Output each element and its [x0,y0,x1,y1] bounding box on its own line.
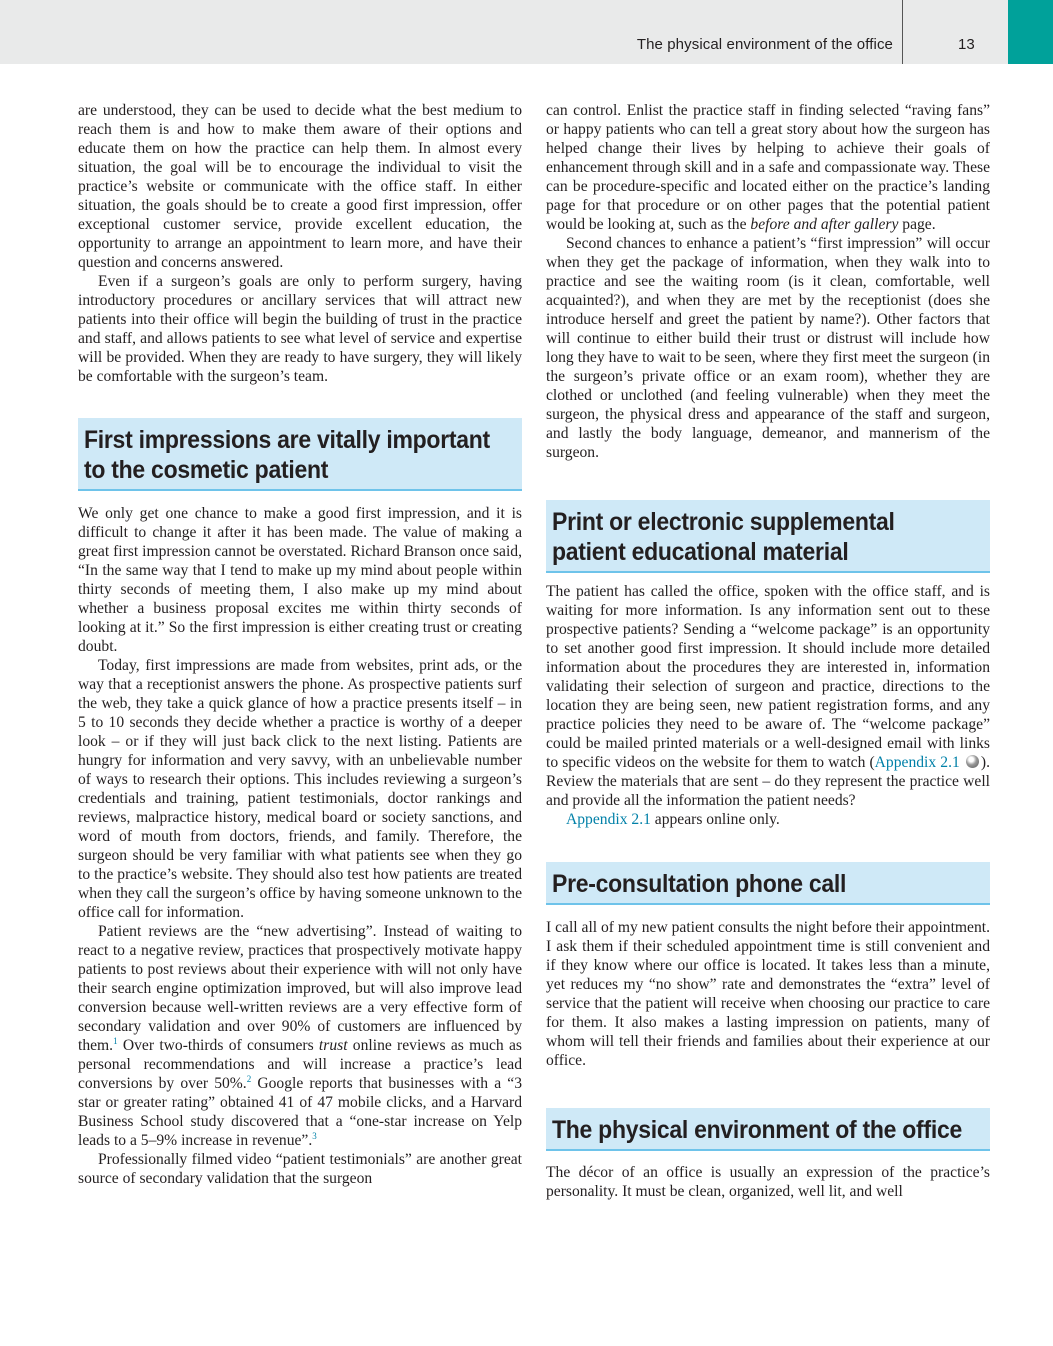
text-run: The patient has called the office, spoken with the office staff, and is waiting for more information. Is any information sent out to these prospective patients? Sending a “welcome package” is an opportunity to set another good first impression. It should include more detailed information about the procedures they are interested in, information validating their selection of surgeon and practice, directions to the location they are being seen, new patient registration forms, and any practice policies they need to be aware of. The “welcome package” could be mailed printed materials or a well-designed email with links to specific videos on the website for them to watch ( [546,583,990,771]
text-run: Over two-thirds of consumers [117,1037,319,1054]
appendix-link[interactable]: Appendix 2.1 [566,811,651,828]
reference-3[interactable]: 3 [312,1130,317,1141]
running-header-band [0,0,1053,64]
paragraph: Professionally filmed video “patient testimonials” are another great source of secondary validation that the surgeon [78,1151,522,1187]
text-run: online reviews as much as personal recommendations and will increase a practice’s lead conversions by over 50%. [78,1037,522,1092]
left-column [78,101,522,1188]
section-heading-physical-environment [546,1108,990,1151]
page-number: 13 [958,36,975,53]
heading-line: First impressions are vitally important [84,426,490,454]
right-column [546,101,990,1201]
emphasis-trust: trust [318,1037,348,1054]
appendix-link[interactable]: Appendix 2.1 [874,754,960,771]
text-run: page. [898,216,936,233]
paragraph: We only get one chance to make a good first impression, and it is difficult to change it after it has been made. The value of making a great first impression cannot be overstated. Richard Branson once said, “In the same way that I tend to make up my mind about people within thirty seconds of meeting them, I also make up my mind about whether a business proposal excites me within thirty seconds of looking at it.” So the first impression is either creating trust or creating doubt. [78,505,522,655]
emphasis-gallery: before and after gallery [750,216,899,233]
reference-2[interactable]: 2 [246,1073,252,1084]
paragraph: Second chances to enhance a patient’s “first impression” will occur when they get the package of information, when they walk into to practice and see the waiting room (is it clean, comfortable, well acquainted?), and when they are met by the receptionist (does she introduce herself and greet the patient by name?). Other factors that will continue to either build their trust or distrust will include how long they have to wait to be seen, where they first meet the surgeon (in the surgeon’s private office or an exam room), whether they are clothed or unclothed (and feeling vulnerable) when they meet the surgeon, the physical dress and appearance of the staff and surgeon, and lastly the body language, demeanor, and mannerism of the surgeon. [546,235,990,461]
web-resource-icon[interactable] [966,755,979,768]
section-heading-first-impressions [78,418,522,491]
paragraph: I call all of my new patient consults the night before their appointment. I ask them if their scheduled appointment time is still convenient and if they know where our office is located. It takes less than a minute, yet reduces my “no show” rate and demonstrates the “extra” level of service that the patient will receive when choosing our practice to care for them. It also makes a lasting impression on patients, many of whom will tell their friends and families about their experience at our office. [546,919,990,1069]
paragraph: Even if a surgeon’s goals are only to perform surgery, having introductory procedures or ancillary services that will attract new patients into their office will begin the building of trust in the practice and staff, and allows patients to see what level of service and expertise will be provided. When they are ready to have surgery, they will likely be comfortable with the surgeon’s team. [78,273,522,385]
text-run: can control. Enlist the practice staff in finding selected “raving fans” or happy patients who can tell a great story about how the surgeon has helped change their lives by helping to achieve their goals of enhancement through skill and in a safe and compassionate way. These can be procedure-specific and located either on the practice’s landing page for that procedure or on other pages that the potential patient would be looking at, such as the [546,102,990,233]
text-run: appears online only. [650,811,780,828]
paragraph: Today, first impressions are made from websites, print ads, or the way that a receptionist answers the phone. As prospective patients surf the web, they take a quick glance of how a practice presents itself – in 5 to 10 seconds they decide whether a practice is worthy of a deeper look – or if they will just back click to the next listing. Patients are hungry for information and very savvy, with an unbelievable number of ways to research their options. This includes reviewing a surgeon’s credentials and training, patient testimonials, doctor rankings and reviews, malpractice history, medical board or society sanctions, and word of mouth from doctors, friends, and family. Therefore, the surgeon should be very familiar with what patients see when they go to the practice’s website. They should also test how patients are treated when they call the surgeon’s office by having someone unknown to the office call for information. [78,657,522,921]
paragraph [546,810,990,829]
text-run: Patient reviews are the “new advertising”. Instead of waiting to react to a negative review, practices that prospectively motivate happy patients to post reviews about their experience with will not only have their search engine optimization improved, but will also improve lead conversion because well-written reviews are a very effective form of secondary validation and over 90% of customers are influenced by them. [78,923,522,1054]
section-heading-print-material [546,500,990,573]
heading-line: Print or electronic supplemental [552,508,895,536]
running-head: The physical environment of the office [636,36,893,53]
paragraph: are understood, they can be used to decide what the best medium to reach them is and how to make them aware of their options and educate them on how the practice can help them. In almost every situation, the goal will be to encourage the individual to visit the practice’s website or communicate with the office staff. In either situation, the goals should be to create a good first impression, offer exceptional customer service, provide excellent education, the opportunity to arrange an appointment to learn more, and have their question and concerns answered. [78,102,522,271]
header-divider [902,0,903,64]
paragraph [546,582,990,810]
text-run: Google reports that businesses with a “3 star or greater rating” obtained 41 of 47 mobile clicks, and a Harvard Business School study discovered that a “one-star increase on Yelp leads to a 5–9% increase in revenue”. [78,1075,522,1149]
heading-line: to the cosmetic patient [84,456,329,484]
chapter-tab [1008,0,1053,64]
paragraph: The décor of an office is usually an expression of the practice’s personality. It must be clean, organized, well lit, and well [546,1164,990,1200]
section-heading-phone-call [546,862,990,905]
heading-line: The physical environment of the office [552,1116,962,1144]
text-run: ). Review the materials that are sent – do they represent the practice well and provide all the information the patient needs? [546,754,990,809]
paragraph [546,101,990,234]
reference-1[interactable]: 1 [113,1035,118,1046]
heading-line: patient educational material [552,538,849,566]
heading-line: Pre-consultation phone call [552,870,847,898]
paragraph [78,922,522,1150]
